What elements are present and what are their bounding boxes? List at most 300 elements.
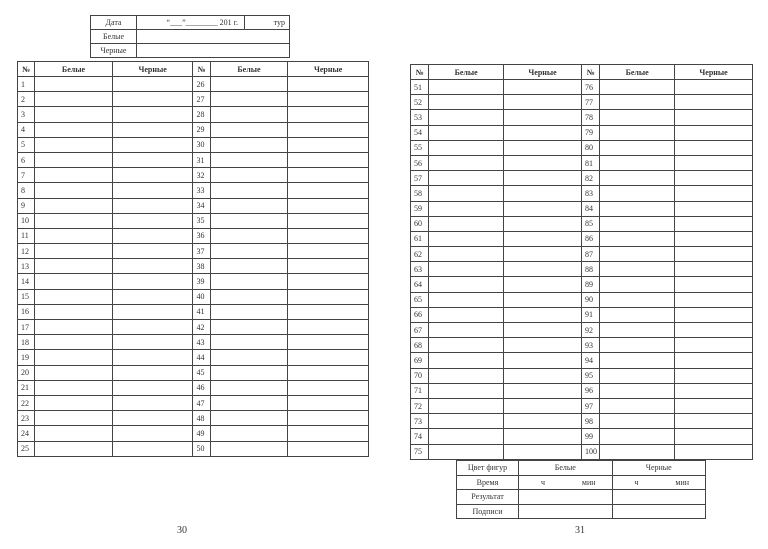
black-move-field[interactable] xyxy=(288,183,369,198)
white-move-field[interactable] xyxy=(600,307,675,322)
white-move-field[interactable] xyxy=(35,244,113,259)
move-number: 61 xyxy=(411,231,429,246)
result-white-field[interactable] xyxy=(519,490,613,505)
move-number: 54 xyxy=(411,125,429,140)
date-field[interactable]: “___”________ 201 г. xyxy=(137,16,245,30)
black-move-field[interactable] xyxy=(112,152,193,167)
move-row xyxy=(411,429,753,444)
black-move-field[interactable] xyxy=(112,183,193,198)
hours-label: ч xyxy=(541,477,546,487)
black-move-field[interactable] xyxy=(675,125,753,140)
move-number: 98 xyxy=(581,414,599,429)
black-move-field[interactable] xyxy=(112,213,193,228)
black-move-field[interactable] xyxy=(675,414,753,429)
black-move-field[interactable] xyxy=(112,137,193,152)
black-move-field[interactable] xyxy=(112,365,193,380)
white-move-field[interactable] xyxy=(210,198,288,213)
col-header-white: Белые xyxy=(210,62,288,77)
white-move-field[interactable] xyxy=(210,244,288,259)
move-number: 60 xyxy=(411,216,429,231)
black-move-field[interactable] xyxy=(288,228,369,243)
black-move-field[interactable] xyxy=(288,335,369,350)
move-row xyxy=(411,171,753,186)
round-field[interactable]: тур xyxy=(245,16,290,30)
signature-black-field[interactable] xyxy=(612,504,706,519)
black-move-field[interactable] xyxy=(288,244,369,259)
black-move-field[interactable] xyxy=(112,77,193,92)
black-move-field[interactable] xyxy=(675,216,753,231)
move-number: 66 xyxy=(411,307,429,322)
time-white-field[interactable] xyxy=(519,475,613,490)
white-move-field[interactable] xyxy=(35,92,113,107)
white-move-field[interactable] xyxy=(35,380,113,395)
black-move-field[interactable] xyxy=(504,444,582,459)
black-move-field[interactable] xyxy=(504,110,582,125)
white-move-field[interactable] xyxy=(35,213,113,228)
white-move-field[interactable] xyxy=(429,338,504,353)
white-move-field[interactable] xyxy=(35,152,113,167)
move-row xyxy=(18,335,369,350)
white-move-field[interactable] xyxy=(600,398,675,413)
move-number: 95 xyxy=(581,368,599,383)
col-header-black: Черные xyxy=(675,65,753,80)
black-move-field[interactable] xyxy=(288,152,369,167)
white-move-field[interactable] xyxy=(429,140,504,155)
move-row xyxy=(411,201,753,216)
black-move-field[interactable] xyxy=(675,201,753,216)
black-move-field[interactable] xyxy=(504,247,582,262)
white-move-field[interactable] xyxy=(210,77,288,92)
white-move-field[interactable] xyxy=(429,398,504,413)
black-move-field[interactable] xyxy=(675,262,753,277)
white-move-field[interactable] xyxy=(429,383,504,398)
white-move-field[interactable] xyxy=(35,335,113,350)
black-move-field[interactable] xyxy=(112,441,193,456)
black-move-field[interactable] xyxy=(288,107,369,122)
black-move-field[interactable] xyxy=(288,304,369,319)
white-move-field[interactable] xyxy=(600,414,675,429)
black-move-field[interactable] xyxy=(504,171,582,186)
move-number: 50 xyxy=(193,441,210,456)
move-number: 68 xyxy=(411,338,429,353)
move-row xyxy=(18,228,369,243)
move-row xyxy=(18,411,369,426)
move-number: 29 xyxy=(193,122,210,137)
white-move-field[interactable] xyxy=(210,92,288,107)
move-number: 59 xyxy=(411,201,429,216)
move-row xyxy=(411,125,753,140)
black-move-field[interactable] xyxy=(504,368,582,383)
move-number: 97 xyxy=(581,398,599,413)
move-number: 65 xyxy=(411,292,429,307)
move-number: 81 xyxy=(581,155,599,170)
white-move-field[interactable] xyxy=(35,137,113,152)
white-move-field[interactable] xyxy=(210,289,288,304)
move-number: 96 xyxy=(581,383,599,398)
black-move-field[interactable] xyxy=(112,335,193,350)
black-move-field[interactable] xyxy=(288,320,369,335)
move-row xyxy=(411,95,753,110)
white-move-field[interactable] xyxy=(600,231,675,246)
black-move-field[interactable] xyxy=(675,398,753,413)
black-move-field[interactable] xyxy=(112,122,193,137)
white-move-field[interactable] xyxy=(210,213,288,228)
time-black-field[interactable] xyxy=(612,475,706,490)
move-number: 34 xyxy=(193,198,210,213)
move-number: 46 xyxy=(193,380,210,395)
white-move-field[interactable] xyxy=(210,365,288,380)
page-number-left: 30 xyxy=(177,525,187,536)
black-move-field[interactable] xyxy=(504,216,582,231)
black-move-field[interactable] xyxy=(112,198,193,213)
black-move-field[interactable] xyxy=(675,383,753,398)
move-number: 18 xyxy=(18,335,35,350)
move-number: 67 xyxy=(411,323,429,338)
black-move-field[interactable] xyxy=(504,414,582,429)
black-move-field[interactable] xyxy=(288,426,369,441)
black-move-field[interactable] xyxy=(288,259,369,274)
move-row xyxy=(18,213,369,228)
white-move-field[interactable] xyxy=(35,289,113,304)
white-move-field[interactable] xyxy=(429,444,504,459)
white-move-field[interactable] xyxy=(35,259,113,274)
white-move-field[interactable] xyxy=(35,198,113,213)
black-move-field[interactable] xyxy=(112,228,193,243)
move-row xyxy=(411,383,753,398)
black-move-field[interactable] xyxy=(112,350,193,365)
black-move-field[interactable] xyxy=(675,186,753,201)
move-row xyxy=(18,365,369,380)
black-move-field[interactable] xyxy=(504,277,582,292)
black-move-field[interactable] xyxy=(675,110,753,125)
white-move-field[interactable] xyxy=(429,262,504,277)
white-move-field[interactable] xyxy=(429,201,504,216)
white-move-field[interactable] xyxy=(35,320,113,335)
black-move-field[interactable] xyxy=(288,122,369,137)
move-number: 52 xyxy=(411,95,429,110)
black-move-field[interactable] xyxy=(675,444,753,459)
black-move-field[interactable] xyxy=(112,274,193,289)
move-number: 47 xyxy=(193,395,210,410)
move-number: 32 xyxy=(193,168,210,183)
white-move-field[interactable] xyxy=(429,125,504,140)
move-row xyxy=(411,444,753,459)
black-move-field[interactable] xyxy=(675,95,753,110)
move-row xyxy=(18,426,369,441)
white-move-field[interactable] xyxy=(210,183,288,198)
white-move-field[interactable] xyxy=(210,152,288,167)
black-move-field[interactable] xyxy=(504,292,582,307)
black-move-field[interactable] xyxy=(675,307,753,322)
white-move-field[interactable] xyxy=(429,231,504,246)
black-move-field[interactable] xyxy=(288,168,369,183)
black-move-field[interactable] xyxy=(112,259,193,274)
move-number: 56 xyxy=(411,155,429,170)
move-row xyxy=(411,216,753,231)
signature-white-field[interactable] xyxy=(519,504,613,519)
move-number: 38 xyxy=(193,259,210,274)
white-move-field[interactable] xyxy=(35,77,113,92)
white-move-field[interactable] xyxy=(600,323,675,338)
move-number: 71 xyxy=(411,383,429,398)
black-move-field[interactable] xyxy=(504,201,582,216)
move-number: 16 xyxy=(18,304,35,319)
white-move-field[interactable] xyxy=(600,353,675,368)
black-move-field[interactable] xyxy=(504,338,582,353)
white-player-label: Белые xyxy=(91,30,137,44)
black-move-field[interactable] xyxy=(112,426,193,441)
move-number: 64 xyxy=(411,277,429,292)
white-move-field[interactable] xyxy=(600,80,675,95)
white-move-field[interactable] xyxy=(429,247,504,262)
white-move-field[interactable] xyxy=(600,247,675,262)
white-move-field[interactable] xyxy=(210,335,288,350)
black-move-field[interactable] xyxy=(675,368,753,383)
white-move-field[interactable] xyxy=(429,95,504,110)
white-move-field[interactable] xyxy=(35,350,113,365)
black-move-field[interactable] xyxy=(288,92,369,107)
white-move-field[interactable] xyxy=(210,259,288,274)
white-move-field[interactable] xyxy=(429,307,504,322)
white-move-field[interactable] xyxy=(600,186,675,201)
col-header-black: Черные xyxy=(288,62,369,77)
white-move-field[interactable] xyxy=(429,155,504,170)
black-move-field[interactable] xyxy=(504,95,582,110)
black-move-field[interactable] xyxy=(675,155,753,170)
white-move-field[interactable] xyxy=(600,95,675,110)
black-move-field[interactable] xyxy=(675,277,753,292)
black-move-field[interactable] xyxy=(288,380,369,395)
black-move-field[interactable] xyxy=(288,77,369,92)
col-header-white: Белые xyxy=(35,62,113,77)
black-move-field[interactable] xyxy=(288,441,369,456)
black-move-field[interactable] xyxy=(504,383,582,398)
white-move-field[interactable] xyxy=(429,171,504,186)
move-number: 93 xyxy=(581,338,599,353)
white-move-field[interactable] xyxy=(210,274,288,289)
white-move-field[interactable] xyxy=(210,107,288,122)
move-number: 25 xyxy=(18,441,35,456)
black-move-field[interactable] xyxy=(288,289,369,304)
black-move-field[interactable] xyxy=(288,411,369,426)
move-number: 7 xyxy=(18,168,35,183)
white-move-field[interactable] xyxy=(210,411,288,426)
white-move-field[interactable] xyxy=(429,292,504,307)
black-move-field[interactable] xyxy=(112,304,193,319)
black-move-field[interactable] xyxy=(504,323,582,338)
white-move-field[interactable] xyxy=(210,228,288,243)
white-move-field[interactable] xyxy=(35,426,113,441)
white-move-field[interactable] xyxy=(35,183,113,198)
white-move-field[interactable] xyxy=(600,140,675,155)
white-move-field[interactable] xyxy=(35,365,113,380)
white-move-field[interactable] xyxy=(35,107,113,122)
white-move-field[interactable] xyxy=(600,292,675,307)
move-number: 11 xyxy=(18,228,35,243)
move-row xyxy=(411,140,753,155)
white-move-field[interactable] xyxy=(600,125,675,140)
black-move-field[interactable] xyxy=(288,395,369,410)
white-move-field[interactable] xyxy=(429,277,504,292)
move-number: 88 xyxy=(581,262,599,277)
white-move-field[interactable] xyxy=(600,444,675,459)
move-row xyxy=(18,107,369,122)
page-number-right: 31 xyxy=(575,525,585,536)
white-move-field[interactable] xyxy=(600,277,675,292)
black-move-field[interactable] xyxy=(504,186,582,201)
white-move-field[interactable] xyxy=(600,338,675,353)
white-move-field[interactable] xyxy=(429,186,504,201)
move-number: 33 xyxy=(193,183,210,198)
col-header-num: № xyxy=(581,65,599,80)
black-move-field[interactable] xyxy=(112,92,193,107)
black-move-field[interactable] xyxy=(288,350,369,365)
white-move-field[interactable] xyxy=(210,350,288,365)
black-move-field[interactable] xyxy=(675,323,753,338)
white-move-field[interactable] xyxy=(210,441,288,456)
white-move-field[interactable] xyxy=(429,368,504,383)
white-move-field[interactable] xyxy=(210,320,288,335)
black-move-field[interactable] xyxy=(112,380,193,395)
white-move-field[interactable] xyxy=(600,110,675,125)
white-move-field[interactable] xyxy=(429,216,504,231)
result-table xyxy=(456,460,706,519)
col-header-num: № xyxy=(193,62,210,77)
move-row xyxy=(18,122,369,137)
minutes-label: мин xyxy=(675,477,689,487)
white-move-field[interactable] xyxy=(210,137,288,152)
move-row xyxy=(411,186,753,201)
black-move-field[interactable] xyxy=(504,353,582,368)
move-row xyxy=(18,274,369,289)
white-move-field[interactable] xyxy=(600,368,675,383)
move-row xyxy=(18,183,369,198)
move-number: 84 xyxy=(581,201,599,216)
white-move-field[interactable] xyxy=(210,122,288,137)
black-move-field[interactable] xyxy=(504,155,582,170)
white-move-field[interactable] xyxy=(35,122,113,137)
white-move-field[interactable] xyxy=(35,411,113,426)
white-move-field[interactable] xyxy=(35,304,113,319)
white-move-field[interactable] xyxy=(600,383,675,398)
move-row xyxy=(18,380,369,395)
move-number: 57 xyxy=(411,171,429,186)
move-number: 75 xyxy=(411,444,429,459)
white-move-field[interactable] xyxy=(210,168,288,183)
white-move-field[interactable] xyxy=(600,171,675,186)
black-move-field[interactable] xyxy=(675,231,753,246)
white-move-field[interactable] xyxy=(429,80,504,95)
white-move-field[interactable] xyxy=(35,274,113,289)
white-move-field[interactable] xyxy=(600,262,675,277)
move-number: 20 xyxy=(18,365,35,380)
black-move-field[interactable] xyxy=(288,274,369,289)
black-move-field[interactable] xyxy=(112,411,193,426)
move-row xyxy=(18,198,369,213)
white-move-field[interactable] xyxy=(429,110,504,125)
white-move-field[interactable] xyxy=(210,395,288,410)
result-black-field[interactable] xyxy=(612,490,706,505)
move-row xyxy=(411,338,753,353)
move-number: 87 xyxy=(581,247,599,262)
black-move-field[interactable] xyxy=(112,320,193,335)
black-move-field[interactable] xyxy=(504,80,582,95)
white-move-field[interactable] xyxy=(429,323,504,338)
black-move-field[interactable] xyxy=(675,338,753,353)
white-move-field[interactable] xyxy=(600,201,675,216)
black-move-field[interactable] xyxy=(675,171,753,186)
piece-color-label: Цвет фигур xyxy=(457,461,519,476)
black-move-field[interactable] xyxy=(675,140,753,155)
move-row xyxy=(411,110,753,125)
time-label: Время xyxy=(457,475,519,490)
white-move-field[interactable] xyxy=(35,228,113,243)
black-move-field[interactable] xyxy=(675,429,753,444)
white-move-field[interactable] xyxy=(210,426,288,441)
black-move-field[interactable] xyxy=(504,398,582,413)
white-move-field[interactable] xyxy=(35,168,113,183)
scoresheet-left xyxy=(17,61,369,457)
move-row xyxy=(411,262,753,277)
black-move-field[interactable] xyxy=(504,429,582,444)
move-number: 26 xyxy=(193,77,210,92)
black-move-field[interactable] xyxy=(112,107,193,122)
white-move-field[interactable] xyxy=(210,380,288,395)
black-move-field[interactable] xyxy=(112,168,193,183)
move-number: 45 xyxy=(193,365,210,380)
col-header-white: Белые xyxy=(429,65,504,80)
white-move-field[interactable] xyxy=(35,395,113,410)
black-move-field[interactable] xyxy=(504,231,582,246)
black-move-field[interactable] xyxy=(288,365,369,380)
black-move-field[interactable] xyxy=(675,247,753,262)
white-move-field[interactable] xyxy=(429,414,504,429)
black-move-field[interactable] xyxy=(112,289,193,304)
black-move-field[interactable] xyxy=(675,80,753,95)
black-move-field[interactable] xyxy=(288,213,369,228)
move-number: 10 xyxy=(18,213,35,228)
move-number: 1 xyxy=(18,77,35,92)
black-player-field[interactable] xyxy=(137,44,290,58)
black-move-field[interactable] xyxy=(288,198,369,213)
move-number: 73 xyxy=(411,414,429,429)
black-move-field[interactable] xyxy=(504,140,582,155)
white-move-field[interactable] xyxy=(210,304,288,319)
move-number: 23 xyxy=(18,411,35,426)
black-move-field[interactable] xyxy=(112,244,193,259)
move-row xyxy=(411,368,753,383)
move-number: 42 xyxy=(193,320,210,335)
black-move-field[interactable] xyxy=(112,395,193,410)
white-move-field[interactable] xyxy=(429,429,504,444)
move-number: 85 xyxy=(581,216,599,231)
white-move-field[interactable] xyxy=(600,216,675,231)
move-number: 78 xyxy=(581,110,599,125)
white-player-field[interactable] xyxy=(137,30,290,44)
black-move-field[interactable] xyxy=(504,125,582,140)
black-move-field[interactable] xyxy=(675,292,753,307)
move-number: 51 xyxy=(411,80,429,95)
white-move-field[interactable] xyxy=(429,353,504,368)
black-move-field[interactable] xyxy=(504,307,582,322)
black-move-field[interactable] xyxy=(288,137,369,152)
move-row xyxy=(18,259,369,274)
white-move-field[interactable] xyxy=(35,441,113,456)
white-move-field[interactable] xyxy=(600,155,675,170)
black-move-field[interactable] xyxy=(675,353,753,368)
white-move-field[interactable] xyxy=(600,429,675,444)
black-move-field[interactable] xyxy=(504,262,582,277)
